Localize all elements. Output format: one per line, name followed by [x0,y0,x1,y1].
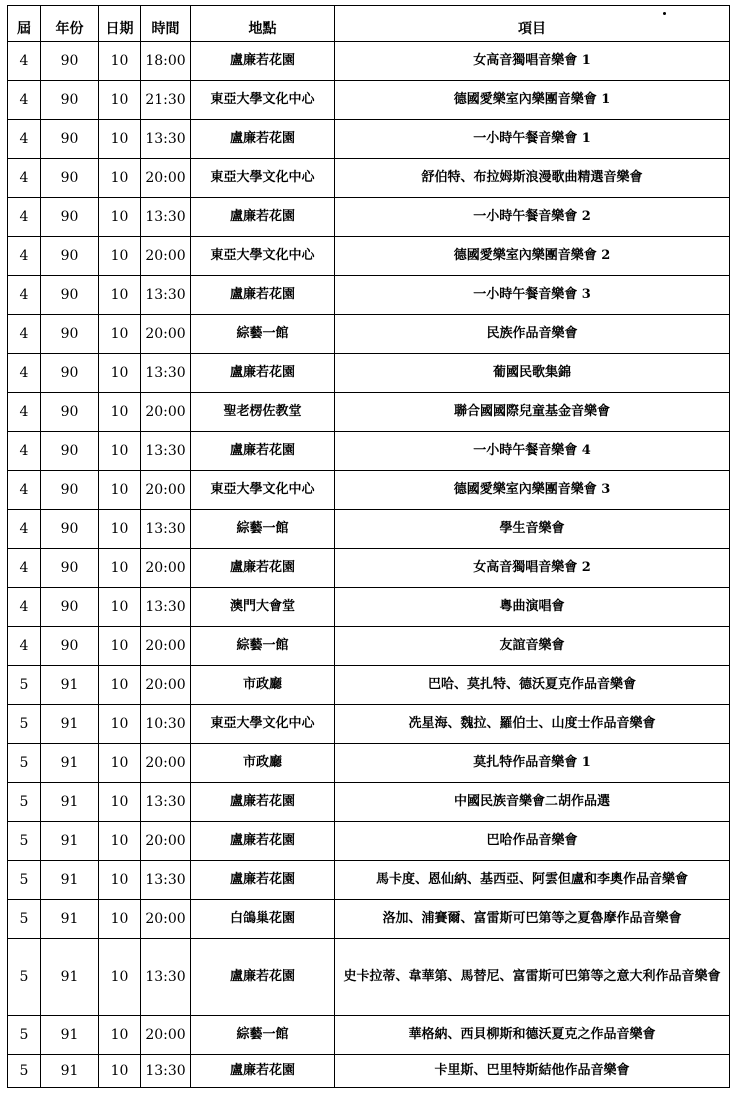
cell-time: 13:30 [141,198,191,237]
cell-time: 20:00 [141,822,191,861]
cell-year: 91 [41,861,99,900]
cell-venue: 東亞大學文化中心 [191,471,335,510]
table-row [8,159,730,198]
cell-time: 13:30 [141,432,191,471]
cell-time: 20:00 [141,1016,191,1055]
cell-item: 德國愛樂室內樂團音樂會 3 [335,471,730,510]
cell-month: 10 [99,120,141,159]
header-month: 日期 [99,6,141,42]
table-row [8,744,730,783]
cell-item: 女高音獨唱音樂會 2 [335,549,730,588]
cell-session: 5 [8,744,41,783]
cell-session: 5 [8,1016,41,1055]
cell-month: 10 [99,549,141,588]
cell-year: 90 [41,276,99,315]
header-venue: 地點 [191,6,335,42]
cell-item: 華格納、西貝柳斯和德沃夏克之作品音樂會 [335,1016,730,1055]
cell-year: 90 [41,627,99,666]
cell-month: 10 [99,471,141,510]
table-row [8,120,730,159]
cell-time: 13:30 [141,783,191,822]
cell-time: 20:00 [141,471,191,510]
cell-month: 10 [99,393,141,432]
cell-month: 10 [99,276,141,315]
cell-time: 13:30 [141,510,191,549]
cell-session: 4 [8,432,41,471]
cell-item: 女高音獨唱音樂會 1 [335,42,730,81]
cell-venue: 綜藝一館 [191,510,335,549]
cell-month: 10 [99,666,141,705]
cell-venue: 東亞大學文化中心 [191,159,335,198]
cell-time: 20:00 [141,744,191,783]
table-row [8,588,730,627]
cell-venue: 盧廉若花園 [191,822,335,861]
cell-item: 友誼音樂會 [335,627,730,666]
cell-venue: 東亞大學文化中心 [191,237,335,276]
cell-month: 10 [99,1016,141,1055]
table-row [8,471,730,510]
cell-time: 13:30 [141,939,191,1016]
cell-item: 一小時午餐音樂會 4 [335,432,730,471]
cell-session: 5 [8,900,41,939]
cell-venue: 市政廳 [191,744,335,783]
cell-venue: 市政廳 [191,666,335,705]
cell-year: 91 [41,666,99,705]
cell-month: 10 [99,744,141,783]
cell-month: 10 [99,588,141,627]
table-row [8,900,730,939]
cell-time: 13:30 [141,861,191,900]
table-body [8,42,730,1088]
cell-year: 91 [41,822,99,861]
cell-year: 91 [41,900,99,939]
cell-time: 13:30 [141,276,191,315]
table-row [8,42,730,81]
cell-item: 巴哈作品音樂會 [335,822,730,861]
table-row [8,354,730,393]
cell-year: 90 [41,549,99,588]
cell-session: 4 [8,42,41,81]
cell-session: 5 [8,666,41,705]
cell-item: 一小時午餐音樂會 2 [335,198,730,237]
cell-item: 學生音樂會 [335,510,730,549]
table-row [8,276,730,315]
cell-session: 4 [8,120,41,159]
cell-year: 90 [41,354,99,393]
cell-session: 4 [8,393,41,432]
cell-session: 5 [8,822,41,861]
table-row [8,783,730,822]
cell-time: 13:30 [141,588,191,627]
cell-time: 13:30 [141,1055,191,1088]
cell-year: 90 [41,393,99,432]
table-row [8,705,730,744]
cell-month: 10 [99,939,141,1016]
cell-venue: 澳門大會堂 [191,588,335,627]
cell-session: 5 [8,861,41,900]
cell-time: 20:00 [141,393,191,432]
table-row [8,666,730,705]
cell-year: 91 [41,744,99,783]
cell-item: 巴哈、莫扎特、德沃夏克作品音樂會 [335,666,730,705]
cell-time: 13:30 [141,120,191,159]
cell-session: 4 [8,627,41,666]
table-row [8,627,730,666]
cell-month: 10 [99,627,141,666]
cell-venue: 綜藝一館 [191,315,335,354]
cell-year: 91 [41,1055,99,1088]
cell-time: 20:00 [141,627,191,666]
cell-session: 4 [8,237,41,276]
cell-month: 10 [99,432,141,471]
cell-month: 10 [99,510,141,549]
cell-item: 洛加、浦賽爾、富雷斯可巴第等之夏魯摩作品音樂會 [335,900,730,939]
cell-month: 10 [99,783,141,822]
cell-item: 史卡拉蒂、韋華第、馬替尼、富雷斯可巴第等之意大利作品音樂會 [335,939,730,1016]
cell-session: 4 [8,198,41,237]
cell-session: 5 [8,783,41,822]
table-row [8,432,730,471]
cell-month: 10 [99,1055,141,1088]
cell-year: 90 [41,510,99,549]
cell-session: 4 [8,159,41,198]
cell-month: 10 [99,81,141,120]
header-session: 屆 [8,6,41,42]
cell-item: 一小時午餐音樂會 3 [335,276,730,315]
cell-item: 聯合國國際兒童基金音樂會 [335,393,730,432]
cell-month: 10 [99,198,141,237]
cell-session: 4 [8,315,41,354]
cell-year: 90 [41,588,99,627]
header-time: 時間 [141,6,191,42]
cell-time: 18:00 [141,42,191,81]
cell-month: 10 [99,315,141,354]
cell-item: 卡里斯、巴里特斯結他作品音樂會 [335,1055,730,1088]
cell-year: 90 [41,42,99,81]
cell-session: 4 [8,276,41,315]
cell-year: 91 [41,783,99,822]
cell-session: 5 [8,1055,41,1088]
cell-venue: 東亞大學文化中心 [191,81,335,120]
cell-year: 91 [41,1016,99,1055]
cell-month: 10 [99,159,141,198]
cell-year: 91 [41,705,99,744]
cell-item: 粵曲演唱會 [335,588,730,627]
concert-schedule-sheet [7,5,729,1088]
cell-session: 5 [8,705,41,744]
cell-venue: 盧廉若花園 [191,783,335,822]
cell-venue: 盧廉若花園 [191,120,335,159]
cell-month: 10 [99,237,141,276]
cell-time: 20:00 [141,159,191,198]
cell-venue: 盧廉若花園 [191,276,335,315]
table-row [8,549,730,588]
cell-time: 13:30 [141,354,191,393]
cell-session: 5 [8,939,41,1016]
table-row [8,861,730,900]
cell-time: 20:00 [141,549,191,588]
cell-venue: 盧廉若花園 [191,1055,335,1088]
cell-session: 4 [8,588,41,627]
cell-year: 90 [41,237,99,276]
header-year: 年份 [41,6,99,42]
table-row [8,822,730,861]
cell-month: 10 [99,900,141,939]
cell-month: 10 [99,42,141,81]
cell-venue: 盧廉若花園 [191,432,335,471]
cell-session: 4 [8,81,41,120]
table-row [8,1016,730,1055]
cell-item: 莫扎特作品音樂會 1 [335,744,730,783]
cell-item: 一小時午餐音樂會 1 [335,120,730,159]
cell-item: 中國民族音樂會二胡作品選 [335,783,730,822]
cell-venue: 盧廉若花園 [191,198,335,237]
cell-venue: 東亞大學文化中心 [191,705,335,744]
table-row [8,393,730,432]
cell-time: 20:00 [141,315,191,354]
cell-year: 90 [41,198,99,237]
table-row [8,1055,730,1088]
cell-year: 90 [41,159,99,198]
cell-month: 10 [99,705,141,744]
cell-year: 91 [41,939,99,1016]
cell-venue: 盧廉若花園 [191,354,335,393]
cell-time: 20:00 [141,900,191,939]
cell-venue: 盧廉若花園 [191,549,335,588]
table-row [8,237,730,276]
cell-month: 10 [99,861,141,900]
cell-item: 德國愛樂室內樂團音樂會 2 [335,237,730,276]
cell-session: 4 [8,510,41,549]
cell-year: 90 [41,120,99,159]
cell-item: 舒伯特、布拉姆斯浪漫歌曲精選音樂會 [335,159,730,198]
cell-venue: 聖老楞佐教堂 [191,393,335,432]
cell-item: 冼星海、魏拉、羅伯士、山度士作品音樂會 [335,705,730,744]
concert-schedule-table [7,5,730,1088]
cell-venue: 盧廉若花園 [191,939,335,1016]
table-row [8,315,730,354]
cell-month: 10 [99,354,141,393]
cell-year: 90 [41,81,99,120]
cell-venue: 盧廉若花園 [191,42,335,81]
cell-session: 4 [8,471,41,510]
cell-venue: 綜藝一館 [191,627,335,666]
table-row [8,510,730,549]
cell-year: 90 [41,471,99,510]
cell-year: 90 [41,432,99,471]
header-item: 項目 [335,6,730,42]
cell-item: 葡國民歌集錦 [335,354,730,393]
cell-venue: 盧廉若花園 [191,861,335,900]
cell-time: 20:00 [141,666,191,705]
cell-month: 10 [99,822,141,861]
cell-time: 20:00 [141,237,191,276]
cell-session: 4 [8,354,41,393]
cell-venue: 綜藝一館 [191,1016,335,1055]
table-row [8,939,730,1016]
header-row [8,6,730,42]
cell-item: 德國愛樂室內樂團音樂會 1 [335,81,730,120]
cell-item: 馬卡度、恩仙納、基西亞、阿雲但盧和李奧作品音樂會 [335,861,730,900]
table-row [8,81,730,120]
cell-time: 10:30 [141,705,191,744]
cell-venue: 白鴿巢花園 [191,900,335,939]
table-row [8,198,730,237]
cell-item: 民族作品音樂會 [335,315,730,354]
cell-time: 21:30 [141,81,191,120]
cell-session: 4 [8,549,41,588]
cell-year: 90 [41,315,99,354]
